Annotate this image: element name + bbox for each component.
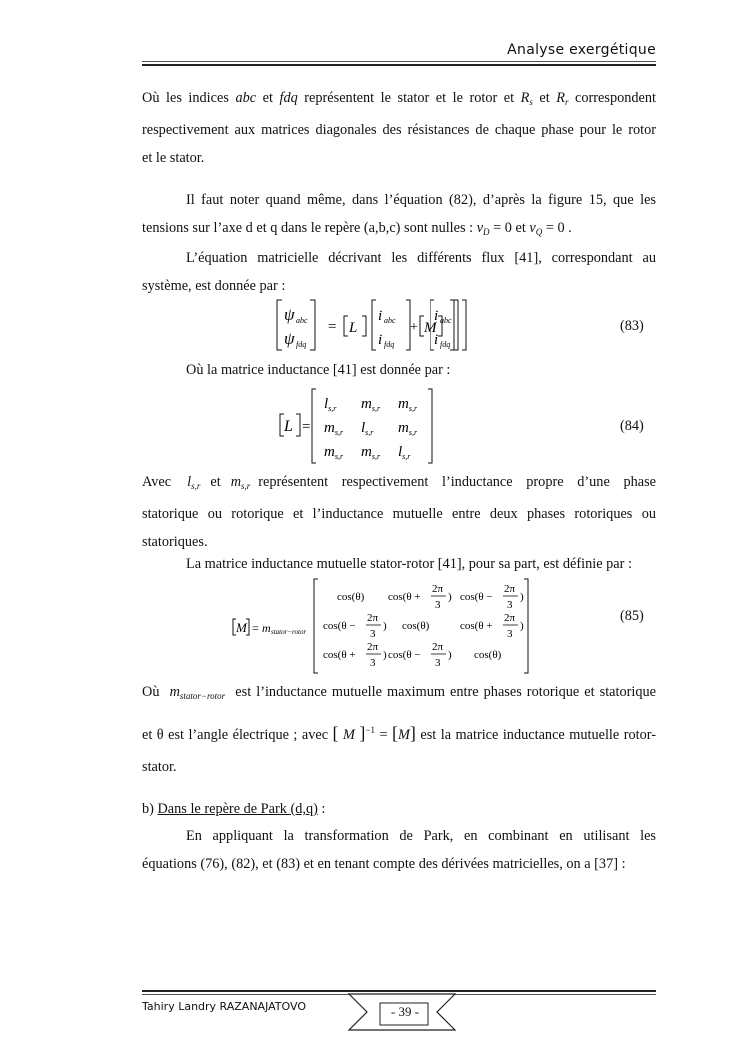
eq83-sub-fdq-2: fdq — [384, 340, 395, 349]
eq85-equals: = — [252, 621, 259, 635]
eq85-cell-2-2: cos(θ) — [474, 649, 502, 661]
eq85-m: m — [262, 621, 271, 635]
para2-line1: Il faut noter quand même, dans l’équation (82), d’après la figure 15, que les — [186, 192, 656, 208]
para7-line2: et θ est l’angle électrique ; avec [ M ]$^{-1}$ = [M] est la matrice inductance mutuelle rotor- — [142, 722, 656, 743]
eq83-i-2: i — [378, 332, 383, 348]
eq85-cell-2-1: cos(θ − — [388, 649, 421, 661]
eq83-sub-abc-3: abc — [440, 316, 452, 325]
para1-line1: Où les indices abc et fdq représentent le stator et le rotor et $R_s$ et $R_r$ correspondent — [142, 90, 657, 107]
para8-line2: équations (76), (82), et (83) et en tenant compte des dérivées matricielles, on a [37] : — [142, 856, 626, 872]
eq85-cell-1-1: cos(θ) — [402, 620, 430, 632]
eq85-frac-num-2-1: 2π — [432, 641, 444, 653]
eq85-cell-0-1: cos(θ + — [388, 591, 421, 603]
equation-83-right-vector — [430, 296, 470, 356]
eq83-sub-abc-1: abc — [296, 316, 308, 325]
eq85-frac-num-1-2: 2π — [504, 612, 516, 624]
eq84-cell-2-1: $m_{s,r}$ — [361, 444, 381, 461]
eq85-close-1-0: ) — [383, 620, 387, 632]
page-header — [142, 38, 656, 62]
paragraph-ou-m — [142, 678, 656, 781]
eq85-cell-1-2: cos(θ + — [460, 620, 493, 632]
para7-line1: Où $m_{stator-rotor}$ est l’inductance mutuelle maximum entre phases rotorique et statorique — [142, 684, 657, 701]
paragraph-tensions — [142, 186, 656, 246]
eq85-frac-den-1-2: 3 — [507, 628, 513, 640]
eq83-i-3: i — [434, 308, 439, 324]
page-footer — [142, 990, 656, 1040]
eq83-psi-1: ψ — [284, 305, 295, 324]
eq83-sub-fdq-3: fdq — [440, 340, 451, 349]
header-title: Analyse exergétique — [507, 42, 656, 58]
page-number: - 39 - — [390, 1004, 420, 1019]
section-b-heading: b) Dans le repère de Park (d,q) : — [142, 801, 326, 817]
para2-line2: tensions sur l’axe d et q dans le repère (a,b,c) sont nulles : $v_D = 0$ et $v_Q = 0$ . — [142, 220, 572, 237]
eq85-frac-num-2-0: 2π — [367, 641, 379, 653]
equation-number-85: (85) — [620, 608, 644, 624]
para3-line2: système, est donnée par : — [142, 278, 286, 294]
eq83-equals: = — [328, 319, 337, 335]
header-rule-thick — [142, 64, 656, 66]
eq84-cell-0-1: $m_{s,r}$ — [361, 396, 381, 413]
eq85-cell-2-0: cos(θ + — [323, 649, 356, 661]
eq85-close-2-0: ) — [383, 649, 387, 661]
para8-line1: En appliquant la transformation de Park, en combinant en utilisant les — [186, 828, 656, 844]
equation-number-83: (83) — [620, 318, 644, 334]
eq83-sub-fdq-1: fdq — [296, 340, 307, 349]
eq83-M: M — [424, 320, 437, 336]
paragraph-mutuelle — [142, 550, 656, 578]
footer-author: Tahiry Landry RAZANAJATOVO — [142, 1000, 306, 1013]
eq85-close-0-2: ) — [520, 591, 524, 603]
eq83-plus: + — [410, 320, 418, 335]
eq85-M: M — [236, 620, 247, 635]
para3-line1: L’équation matricielle décrivant les différents flux [41], correspondant au — [186, 250, 656, 266]
eq85-frac-den-2-1: 3 — [435, 657, 441, 669]
paragraph-indices — [142, 84, 656, 172]
paragraph-avec — [142, 468, 656, 556]
eq84-cell-0-2: $m_{s,r}$ — [398, 396, 418, 413]
equation-number-84: (84) — [620, 418, 644, 434]
section-b-title: Dans le repère de Park (d,q) — [157, 801, 318, 817]
paragraph-matrice-inductance: Où la matrice inductance [41] est donnée par : — [186, 362, 451, 378]
eq85-m-sub: stator−rotor — [271, 628, 307, 636]
equation-84 — [270, 386, 440, 466]
equation-85 — [228, 576, 538, 676]
eq83-i-4: i — [434, 332, 439, 348]
header-rule — [142, 61, 656, 62]
eq83-sub-abc-2: abc — [384, 316, 396, 325]
para7-line3: stator. — [142, 758, 177, 775]
para1-line3: et le stator. — [142, 150, 205, 166]
eq85-frac-den-1-0: 3 — [370, 628, 376, 640]
eq84-cell-1-0: $m_{s,r}$ — [324, 420, 344, 437]
eq85-frac-den-2-0: 3 — [370, 657, 376, 669]
eq84-equals: = — [302, 419, 311, 435]
eq83-psi-2: ψ — [284, 329, 295, 348]
paragraph-flux — [142, 244, 656, 300]
paragraph-park — [142, 822, 656, 878]
eq85-close-1-2: ) — [520, 620, 524, 632]
eq85-close-0-1: ) — [448, 591, 452, 603]
eq85-close-2-1: ) — [448, 649, 452, 661]
eq85-frac-num-0-1: 2π — [432, 583, 444, 595]
para1-line2: respectivement aux matrices diagonales des résistances de chaque phase pour le rotor — [142, 122, 656, 138]
eq84-cell-2-2: $l_{s,r}$ — [398, 444, 411, 461]
eq83-i-1: i — [378, 308, 383, 324]
para6-line: La matrice inductance mutuelle stator-rotor [41], pour sa part, est définie par : — [186, 556, 632, 572]
eq84-L: L — [284, 418, 293, 435]
eq83-L: L — [349, 320, 358, 336]
eq85-cell-0-0: cos(θ) — [337, 591, 365, 603]
eq84-cell-1-1: $l_{s,r}$ — [361, 420, 374, 437]
eq84-cell-0-0: $l_{s,r}$ — [324, 396, 337, 413]
eq85-cell-0-2: cos(θ − — [460, 591, 493, 603]
eq85-frac-num-0-2: 2π — [504, 583, 516, 595]
eq85-frac-den-0-1: 3 — [435, 599, 441, 611]
eq84-cell-1-2: $m_{s,r}$ — [398, 420, 418, 437]
para5-line3: statoriques. — [142, 534, 208, 550]
eq85-cell-1-0: cos(θ − — [323, 620, 356, 632]
para5-line1: Avec $l_{s,r}$ et $m_{s,r}$ représentent respectivement l’inductance propre d’une phase — [142, 474, 656, 491]
eq85-frac-den-0-2: 3 — [507, 599, 513, 611]
eq85-frac-num-1-0: 2π — [367, 612, 379, 624]
para5-line2: statorique ou rotorique et l’inductance mutuelle entre deux phases rotoriques ou — [142, 506, 656, 522]
eq84-cell-2-0: $m_{s,r}$ — [324, 444, 344, 461]
